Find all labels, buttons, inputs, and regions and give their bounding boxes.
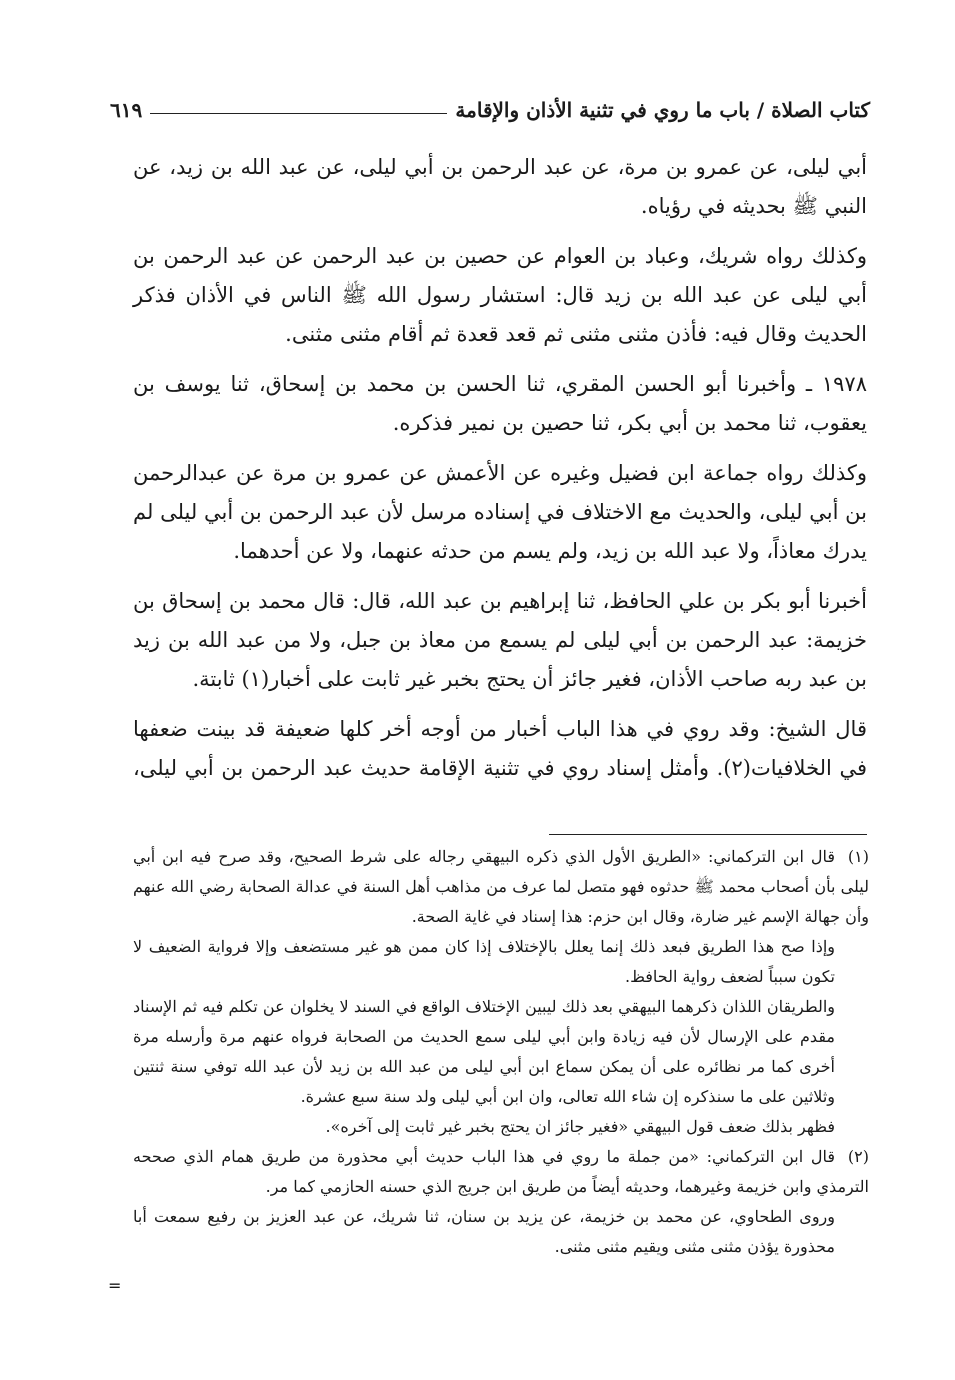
footnote-1-para-2: وإذا صح هذا الطريق فبعد ذلك إنما يعلل بالإختلاف إذا كان ممن هو غير مستضعف وإلا فرواية الضعيف لا تكون سبباً لضعف رواية الحافظ. [133,937,835,986]
header-rule [150,113,447,114]
footnote-2-number: (٢) [847,1147,869,1166]
running-header [110,92,870,122]
chapter-title: كتاب الصلاة / باب ما روي في تثنية الأذان والإقامة [455,98,870,122]
footnote-1-text: قال ابن التركماني: «الطريق الأول الذي ذكره البيهقي رجاله على شرط الصحيح، وقد صرح فيه ابن أبي ليلى بأن أصحاب محمد ﷺ حدثوه فهو متصل لما عرف من مذاهب أهل السنة في عدالة الصحابة رضي الله عنهم وأن جهالة الإسم غير ضارة، وقال ابن حزم: هذا إسناد في غاية الصحة. [133,847,869,926]
paragraph-3: ١٩٧٨ ـ وأخبرنا أبو الحسن المقري، ثنا الحسن بن محمد بن إسحاق، ثنا يوسف بن يعقوب، ثنا محمد بن أبي بكر، ثنا حصين بن نمير فذكره. [133,372,867,435]
continuation-mark: = [108,1276,122,1295]
paragraph-2: وكذلك رواه شريك، وعباد بن العوام عن حصين بن عبد الرحمن عن عبد الرحمن بن أبي ليلى عن عبد الله بن زيد قال: استشار رسول الله ﷺ الناس في الأذان فذكر الحديث وقال فيه: فأذن مثنى مثنى ثم قعد قعدة ثم أقام مثنى مثنى. [133,244,867,346]
paragraph-6: قال الشيخ: وقد روي في هذا الباب أخبار من أوجه أخر كلها ضعيفة قد بينت ضعفها في الخلافيات(٢). وأمثل إسناد روي في تثنية الإقامة حديث عبد الرحمن بن أبي ليلى، [133,717,867,780]
paragraph-4: وكذلك رواه جماعة ابن فضيل وغيره عن الأعمش عن عمرو بن مرة عن عبدالرحمن بن أبي ليلى، والحديث مع الاختلاف في إسناده مرسل لأن عبد الرحمن بن أبي ليلى لم يدرك معاذاً، ولا عبد الله بن زيد، ولم يسم من حدثه عنهما، ولا عن أحدهما. [133,461,867,563]
main-text [133,148,867,799]
paragraph-1: أبي ليلى، عن عمرو بن مرة، عن عبد الرحمن بن أبي ليلى، عن عبد الله بن زيد، عن النبي ﷺ بحديثه في رؤياه. [133,155,867,218]
footnote-separator [549,834,867,835]
footnote-1 [133,842,869,932]
page-number: ٦١٩ [110,98,143,122]
footnote-2-text: قال ابن التركماني: «من جملة ما روي في هذا الباب حديث أبي محذورة من طريق همام الذي صححه الترمذي وابن خزيمة وغيرهما، وحديثه أيضاً من طريق ابن جريج الذي حسنه الحازمي كما مر. [133,1147,869,1196]
footnotes [133,842,869,1262]
paragraph-5: أخبرنا أبو بكر بن علي الحافظ، ثنا إبراهيم بن عبد الله، قال: قال محمد بن إسحاق بن خزيمة: عبد الرحمن بن أبي ليلى لم يسمع من معاذ بن جبل، ولا من عبد الله بن زيد بن عبد ربه صاحب الأذان، فغير جائز أن يحتج بخبر غير ثابت على أخبار(١) ثابتة. [133,589,867,691]
footnote-2-para-2: وروى الطحاوي، عن محمد بن خزيمة، عن يزيد بن سنان، ثنا شريك، عن عبد العزيز بن رفيع سمعت أبا محذورة يؤذن مثنى مثنى ويقيم مثنى مثنى. [133,1207,836,1256]
footnote-1-para-3: والطريقان اللذان ذكرهما البيهقي بعد ذلك ليبين الإختلاف الواقع في السند لا يخلوان عن تكلم فيه ثم الإسناد مقدم على الإرسال لأن فيه زيادة وابن أبي ليلى سمع الحديث من الصحابة فرواه عنهم مرة وأرسله مرة أخرى كما مر نظائره على أن يمكن سماع ابن أبي ليلى من عبد الله بن زيد لأن عبد الله توفي سنة ثنتين وثلاثين على ما سنذكره إن شاء الله تعالى، وان ابن أبي ليلى ولد سنة سبع عشرة. [133,997,835,1106]
footnote-2 [133,1142,869,1202]
footnote-1-number: (١) [847,847,869,866]
footnote-1-para-4: فظهر بذلك ضعف قول البيهقي «فغير جائز ان يحتج بخبر غير ثابت إلى آخره». [325,1117,835,1136]
